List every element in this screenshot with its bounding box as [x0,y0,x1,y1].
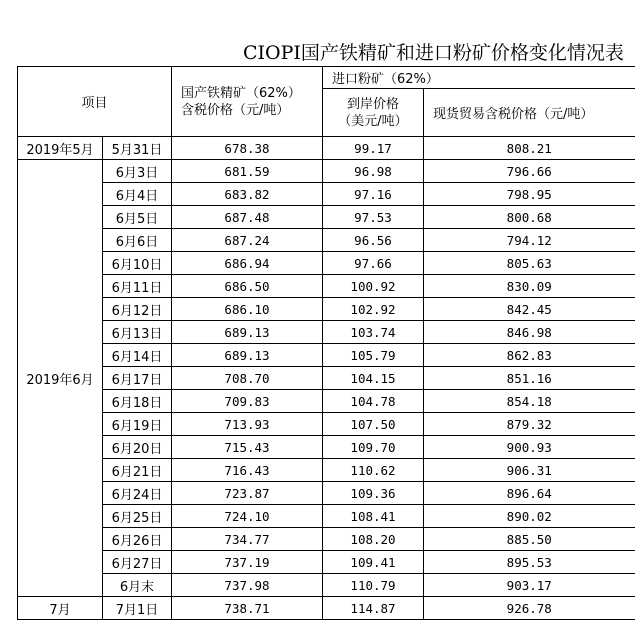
date-cell: 6月末 [103,574,172,597]
cif-price-cell: 97.16 [323,183,424,206]
date-cell: 6月4日 [103,183,172,206]
date-cell: 6月12日 [103,298,172,321]
table-row [18,459,635,482]
table-row [18,436,635,459]
table-row [18,206,635,229]
header-domestic-line1: 国产铁精矿（62%） [181,85,301,101]
table-row [18,505,635,528]
date-cell: 6月10日 [103,252,172,275]
date-cell: 6月26日 [103,528,172,551]
cif-price-cell: 97.66 [323,252,424,275]
table-row [18,528,635,551]
cif-price-cell: 109.70 [323,436,424,459]
header-domestic-price [172,67,323,137]
cif-price-cell: 104.15 [323,367,424,390]
date-cell: 6月6日 [103,229,172,252]
date-cell: 6月5日 [103,206,172,229]
date-cell: 6月18日 [103,390,172,413]
spot-price-cell: 842.45 [424,298,635,321]
date-cell: 6月20日 [103,436,172,459]
spot-price-cell: 854.18 [424,390,635,413]
date-cell: 6月21日 [103,459,172,482]
date-cell: 6月14日 [103,344,172,367]
cif-price-cell: 107.50 [323,413,424,436]
date-cell: 6月25日 [103,505,172,528]
cif-price-cell: 105.79 [323,344,424,367]
spot-price-cell: 805.63 [424,252,635,275]
date-cell: 6月3日 [103,160,172,183]
spot-price-cell: 895.53 [424,551,635,574]
table-row [18,137,635,160]
date-cell: 6月11日 [103,275,172,298]
header-import-group: 进口粉矿（62%） [323,67,635,89]
domestic-price-cell: 723.87 [172,482,323,505]
header-spot-price: 现货贸易含税价格（元/吨） [424,89,635,137]
table-row [18,252,635,275]
spot-price-cell: 862.83 [424,344,635,367]
table-row [18,229,635,252]
domestic-price-cell: 689.13 [172,344,323,367]
date-cell: 6月17日 [103,367,172,390]
table-row [18,574,635,597]
spot-price-cell: 800.68 [424,206,635,229]
domestic-price-cell: 687.48 [172,206,323,229]
cif-price-cell: 110.79 [323,574,424,597]
cif-price-cell: 114.87 [323,597,424,620]
header-cif-price [323,89,424,137]
table-row [18,183,635,206]
table-row [18,390,635,413]
table-row [18,298,635,321]
table-row [18,367,635,390]
spot-price-cell: 890.02 [424,505,635,528]
spot-price-cell: 796.66 [424,160,635,183]
group-label-may: 2019年5月 [18,137,103,160]
table-row [18,344,635,367]
spot-price-cell: 808.21 [424,137,635,160]
cif-price-cell: 108.41 [323,505,424,528]
table-row [18,597,635,620]
table-row [18,160,635,183]
header-item: 项目 [18,67,172,137]
cif-price-cell: 108.20 [323,528,424,551]
domestic-price-cell: 738.71 [172,597,323,620]
table-row [18,551,635,574]
cif-price-cell: 96.98 [323,160,424,183]
domestic-price-cell: 683.82 [172,183,323,206]
header-cif-line1: 到岸价格 [346,96,399,112]
domestic-price-cell: 716.43 [172,459,323,482]
date-cell: 7月1日 [103,597,172,620]
domestic-price-cell: 678.38 [172,137,323,160]
domestic-price-cell: 686.10 [172,298,323,321]
date-cell: 6月13日 [103,321,172,344]
group-label-july: 7月 [18,597,103,620]
date-cell: 6月19日 [103,413,172,436]
header-cif-line2: （美元/吨） [338,113,408,129]
table-row [18,275,635,298]
spot-price-cell: 885.50 [424,528,635,551]
domestic-price-cell: 686.50 [172,275,323,298]
spot-price-cell: 926.78 [424,597,635,620]
domestic-price-cell: 709.83 [172,390,323,413]
domestic-price-cell: 689.13 [172,321,323,344]
spot-price-cell: 906.31 [424,459,635,482]
cif-price-cell: 96.56 [323,229,424,252]
table-row [18,321,635,344]
table-row [18,413,635,436]
cif-price-cell: 99.17 [323,137,424,160]
domestic-price-cell: 734.77 [172,528,323,551]
header-domestic-line2: 含税价格（元/吨） [181,102,290,118]
spot-price-cell: 900.93 [424,436,635,459]
price-table [17,66,635,620]
cif-price-cell: 103.74 [323,321,424,344]
group-label-june: 2019年6月 [18,160,103,597]
cif-price-cell: 104.78 [323,390,424,413]
domestic-price-cell: 687.24 [172,229,323,252]
cif-price-cell: 97.53 [323,206,424,229]
spot-price-cell: 794.12 [424,229,635,252]
cif-price-cell: 109.36 [323,482,424,505]
domestic-price-cell: 724.10 [172,505,323,528]
domestic-price-cell: 715.43 [172,436,323,459]
domestic-price-cell: 686.94 [172,252,323,275]
date-cell: 5月31日 [103,137,172,160]
table-title: CIOPI国产铁精矿和进口粉矿价格变化情况表 [243,42,624,64]
spot-price-cell: 851.16 [424,367,635,390]
spot-price-cell: 798.95 [424,183,635,206]
cif-price-cell: 110.62 [323,459,424,482]
domestic-price-cell: 737.19 [172,551,323,574]
spot-price-cell: 896.64 [424,482,635,505]
date-cell: 6月24日 [103,482,172,505]
spot-price-cell: 879.32 [424,413,635,436]
cif-price-cell: 109.41 [323,551,424,574]
date-cell: 6月27日 [103,551,172,574]
cif-price-cell: 102.92 [323,298,424,321]
domestic-price-cell: 708.70 [172,367,323,390]
spot-price-cell: 830.09 [424,275,635,298]
table-row [18,482,635,505]
header-row-1 [18,67,635,89]
domestic-price-cell: 681.59 [172,160,323,183]
domestic-price-cell: 713.93 [172,413,323,436]
cif-price-cell: 100.92 [323,275,424,298]
spot-price-cell: 903.17 [424,574,635,597]
domestic-price-cell: 737.98 [172,574,323,597]
spot-price-cell: 846.98 [424,321,635,344]
